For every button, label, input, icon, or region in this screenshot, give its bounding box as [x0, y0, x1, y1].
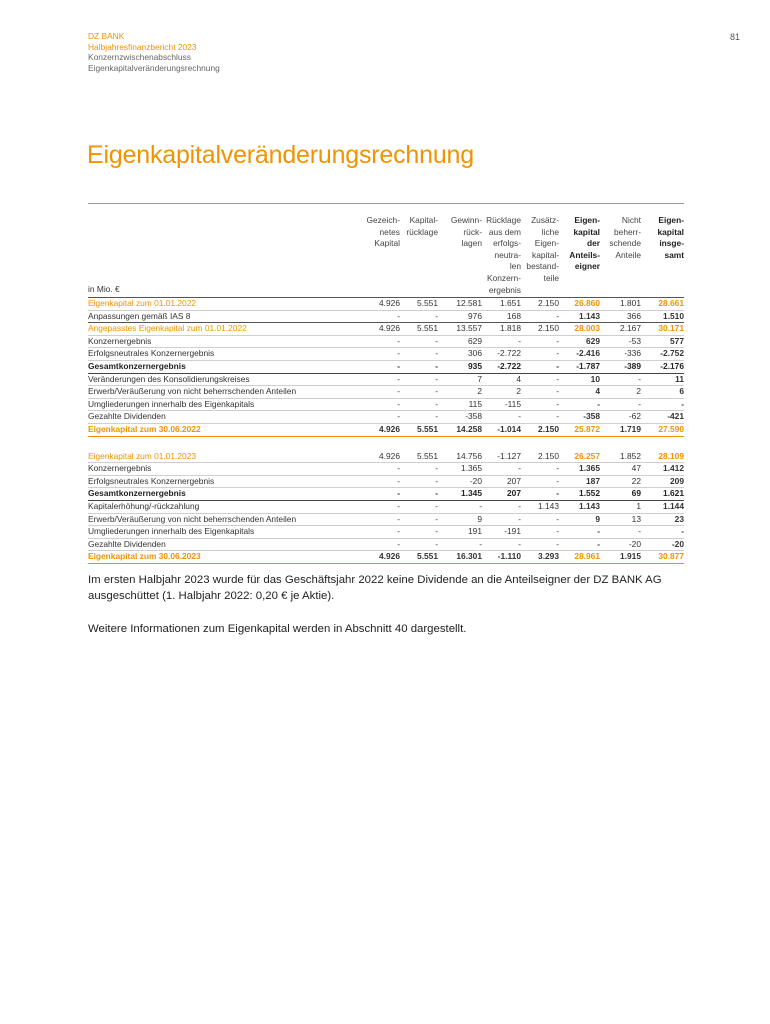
table-row — [88, 526, 684, 539]
table-cell: - — [681, 398, 684, 409]
table-cell: - — [435, 538, 438, 549]
table-block-2023 — [88, 451, 684, 564]
table-cell: - — [397, 310, 400, 321]
row-label: Umgliederungen innerhalb des Eigenkapitals — [88, 398, 255, 409]
table-cell: - — [397, 526, 400, 537]
table-cell: - — [597, 526, 600, 537]
row-label: Eigenkapital zum 30.06.2023 — [88, 551, 201, 562]
table-cell: - — [435, 500, 438, 511]
table-cell: - — [597, 398, 600, 409]
table-cell: 14.756 — [456, 450, 482, 461]
table-row — [88, 399, 684, 412]
table-cell: 23 — [674, 513, 684, 524]
table-cell: 4.926 — [379, 551, 400, 562]
table-cell: 69 — [631, 488, 641, 499]
table-cell: - — [397, 538, 400, 549]
unit-label: in Mio. € — [88, 284, 120, 294]
table-cell: 1.801 — [620, 298, 641, 308]
table-cell: -1.110 — [497, 551, 521, 562]
table-cell: -191 — [504, 526, 521, 537]
table-cell: - — [479, 500, 482, 511]
table-cell: 1.412 — [663, 463, 684, 474]
column-header: Gewinn- rück- lagen — [450, 215, 482, 249]
table-cell: - — [518, 463, 521, 474]
table-cell: -20 — [628, 538, 641, 549]
table-cell: - — [556, 538, 559, 549]
table-cell: - — [556, 386, 559, 397]
table-cell: 168 — [507, 310, 521, 321]
table-cell: - — [556, 463, 559, 474]
table-row — [88, 514, 684, 527]
table-cell: 2 — [636, 386, 641, 397]
dividend-note: Im ersten Halbjahr 2023 wurde für das Geschäftsjahr 2022 keine Dividende an die Anteilseigner der DZ BANK AG ausgeschüttet (1. Halbjahr 2022: 0,20 € je Aktie). — [88, 574, 662, 603]
table-cell: 30.171 — [658, 323, 684, 334]
table-cell: 9 — [595, 513, 600, 524]
table-cell: 1.365 — [579, 463, 600, 474]
row-label: Konzernergebnis — [88, 463, 152, 474]
table-cell: - — [397, 335, 400, 346]
row-label: Gesamtkonzernergebnis — [88, 488, 186, 499]
table-cell: 115 — [468, 398, 482, 409]
header-subsection: Eigenkapitalveränderungsrechnung — [88, 62, 220, 73]
reference-note: Weitere Informationen zum Eigenkapital werden in Abschnitt 40 dargestellt. — [88, 623, 467, 635]
table-cell: - — [638, 373, 641, 384]
table-cell: -358 — [583, 411, 600, 422]
row-label: Erfolgsneutrales Konzernergebnis — [88, 475, 215, 486]
table-cell: 22 — [631, 475, 641, 486]
table-cell: 16.301 — [456, 551, 482, 562]
table-cell: - — [397, 386, 400, 397]
table-cell: 7 — [477, 373, 482, 384]
table-row — [88, 336, 684, 349]
table-cell: - — [435, 310, 438, 321]
table-cell: 5.551 — [417, 423, 438, 434]
table-row — [88, 476, 684, 489]
table-cell: 2.150 — [538, 298, 559, 308]
header-section: Konzernzwischenabschluss — [88, 52, 191, 63]
table-cell: - — [479, 538, 482, 549]
table-cell: 209 — [670, 475, 684, 486]
table-cell: - — [556, 398, 559, 409]
row-label: Eigenkapital zum 01.01.2023 — [88, 450, 197, 461]
table-cell: 30.877 — [658, 551, 684, 562]
table-cell: 4.926 — [379, 323, 400, 334]
table-cell: 4.926 — [379, 298, 400, 308]
table-cell: 10 — [590, 373, 600, 384]
title-divider — [88, 203, 684, 204]
column-header: Eigen- kapital der Anteils- eigner — [569, 215, 600, 272]
table-row — [88, 361, 684, 374]
table-cell: 1.345 — [461, 488, 482, 499]
table-cell: 1.143 — [538, 500, 559, 511]
table-cell: - — [435, 398, 438, 409]
row-label: Gezahlte Dividenden — [88, 538, 166, 549]
row-label: Eigenkapital zum 30.06.2022 — [88, 423, 201, 434]
table-row — [88, 374, 684, 387]
table-cell: 2 — [516, 386, 521, 397]
table-cell: - — [556, 348, 559, 359]
table-cell: -1.787 — [576, 360, 600, 371]
table-cell: 5.551 — [417, 323, 438, 334]
table-cell: 28.661 — [658, 298, 684, 308]
table-cell: - — [556, 488, 559, 499]
table-cell: 1.144 — [663, 500, 684, 511]
table-cell: 3.293 — [538, 551, 559, 562]
table-cell: 1.143 — [579, 310, 600, 321]
table-cell: 1.552 — [579, 488, 600, 499]
table-row — [88, 551, 684, 564]
row-label: Umgliederungen innerhalb des Eigenkapitals — [88, 526, 255, 537]
header-report: Halbjahresfinanzbericht 2023 — [88, 41, 197, 52]
table-cell: - — [435, 488, 438, 499]
table-cell: - — [397, 348, 400, 359]
table-block-2022 — [88, 298, 684, 437]
table-cell: -20 — [469, 475, 482, 486]
table-cell: 207 — [507, 475, 521, 486]
table-cell: -2.176 — [660, 360, 684, 371]
equity-table — [88, 215, 684, 564]
table-cell: 28.003 — [574, 323, 600, 334]
table-row — [88, 501, 684, 514]
table-cell: 13.557 — [456, 323, 482, 334]
table-cell: - — [518, 335, 521, 346]
row-label: Angepasstes Eigenkapital zum 01.01.2022 — [88, 323, 247, 334]
table-cell: 4.926 — [379, 450, 400, 461]
table-row — [88, 298, 684, 311]
row-label: Erfolgsneutrales Konzernergebnis — [88, 348, 215, 359]
table-cell: 28.961 — [574, 551, 600, 562]
table-cell: -1.014 — [497, 423, 521, 434]
table-row — [88, 424, 684, 437]
row-label: Veränderungen des Konsolidierungskreises — [88, 373, 250, 384]
table-cell: 1.719 — [620, 423, 641, 434]
table-cell: -20 — [671, 538, 684, 549]
table-row — [88, 488, 684, 501]
table-cell: 629 — [586, 335, 600, 346]
column-header: Rücklage aus dem erfolgs- neutra- len Konzern- ergebnis — [486, 215, 521, 295]
table-cell: 25.872 — [574, 423, 600, 434]
table-cell: - — [638, 526, 641, 537]
row-label: Erwerb/Veräußerung von nicht beherrschenden Anteilen — [88, 513, 297, 524]
table-cell: 47 — [631, 463, 641, 474]
table-cell: 5.551 — [417, 298, 438, 308]
table-cell: - — [556, 360, 559, 371]
table-cell: - — [397, 475, 400, 486]
table-cell: - — [556, 475, 559, 486]
table-cell: - — [638, 398, 641, 409]
table-cell: -389 — [624, 360, 641, 371]
table-cell: - — [518, 411, 521, 422]
table-cell: - — [435, 475, 438, 486]
table-cell: - — [397, 398, 400, 409]
table-cell: 4 — [516, 373, 521, 384]
row-label: Eigenkapital zum 01.01.2022 — [88, 298, 197, 308]
table-cell: -2.722 — [497, 360, 521, 371]
row-label: Gesamtkonzernergebnis — [88, 360, 186, 371]
table-row — [88, 539, 684, 552]
column-header: Zusätz- liche Eigen- kapital- bestand- teile — [526, 215, 559, 283]
table-cell: - — [556, 411, 559, 422]
table-cell: - — [556, 335, 559, 346]
table-cell: -62 — [628, 411, 641, 422]
table-cell: 1.143 — [579, 500, 600, 511]
table-cell: 6 — [679, 386, 684, 397]
table-cell: - — [518, 513, 521, 524]
table-cell: 366 — [627, 310, 641, 321]
column-header: Gezeich- netes Kapital — [366, 215, 400, 249]
row-label: Anpassungen gemäß IAS 8 — [88, 310, 191, 321]
table-cell: 1.852 — [620, 450, 641, 461]
table-cell: - — [435, 360, 438, 371]
table-cell: -421 — [667, 411, 684, 422]
table-cell: - — [518, 500, 521, 511]
table-cell: - — [435, 513, 438, 524]
table-cell: - — [681, 526, 684, 537]
column-header: Eigen- kapital insge- samt — [657, 215, 684, 260]
page-number: 81 — [729, 32, 740, 42]
row-label: Erwerb/Veräußerung von nicht beherrschenden Anteilen — [88, 386, 297, 397]
table-cell: 1.915 — [620, 551, 641, 562]
table-cell: - — [397, 360, 400, 371]
table-cell: - — [435, 373, 438, 384]
table-cell: - — [397, 411, 400, 422]
table-cell: 2 — [477, 386, 482, 397]
table-cell: 191 — [468, 526, 482, 537]
table-cell: - — [397, 500, 400, 511]
table-cell: - — [397, 373, 400, 384]
table-cell: -53 — [628, 335, 641, 346]
table-row — [88, 323, 684, 336]
table-cell: -2.752 — [660, 348, 684, 359]
table-cell: 629 — [468, 335, 482, 346]
table-row — [88, 386, 684, 399]
table-cell: - — [556, 373, 559, 384]
table-cell: 2.150 — [538, 323, 559, 334]
table-cell: 4.926 — [379, 423, 400, 434]
table-row — [88, 348, 684, 361]
table-cell: 1 — [636, 500, 641, 511]
table-cell: 577 — [670, 335, 684, 346]
row-label: Konzernergebnis — [88, 335, 152, 346]
table-cell: - — [435, 348, 438, 359]
table-cell: - — [397, 513, 400, 524]
table-cell: - — [435, 411, 438, 422]
table-cell: 5.551 — [417, 551, 438, 562]
table-cell: -358 — [465, 411, 482, 422]
table-cell: 2.167 — [620, 323, 641, 334]
table-cell: 12.581 — [456, 298, 482, 308]
table-cell: 26.257 — [574, 450, 600, 461]
table-cell: 2.150 — [538, 450, 559, 461]
column-header: Kapital- rücklage — [406, 215, 438, 237]
table-cell: 306 — [468, 348, 482, 359]
table-cell: - — [397, 463, 400, 474]
table-cell: 14.258 — [456, 423, 482, 434]
column-header: Nicht beherr- schende Anteile — [609, 215, 641, 260]
table-cell: - — [556, 310, 559, 321]
table-cell: 935 — [468, 360, 482, 371]
row-label: Gezahlte Dividenden — [88, 411, 166, 422]
running-header — [88, 31, 220, 73]
table-row — [88, 411, 684, 424]
table-cell: 1.510 — [663, 310, 684, 321]
table-cell: - — [556, 513, 559, 524]
table-cell: -115 — [504, 398, 521, 409]
table-row — [88, 463, 684, 476]
table-cell: - — [556, 526, 559, 537]
table-cell: - — [435, 335, 438, 346]
block-spacer — [88, 437, 684, 451]
table-cell: 1.621 — [663, 488, 684, 499]
table-cell: 1.365 — [461, 463, 482, 474]
table-cell: 187 — [586, 475, 600, 486]
table-cell: 207 — [507, 488, 521, 499]
table-cell: - — [435, 386, 438, 397]
page-title: Eigenkapitalveränderungsrechnung — [87, 141, 474, 169]
table-cell: -2.722 — [497, 348, 521, 359]
table-cell: -336 — [624, 348, 641, 359]
table-row — [88, 311, 684, 324]
table-cell: - — [518, 538, 521, 549]
table-cell: 11 — [675, 373, 684, 384]
table-cell: 5.551 — [417, 450, 438, 461]
table-cell: -2.416 — [576, 348, 600, 359]
table-row — [88, 451, 684, 464]
table-cell: 2.150 — [538, 423, 559, 434]
table-cell: 28.109 — [658, 450, 684, 461]
table-cell: 1.818 — [500, 323, 521, 334]
table-cell: 9 — [477, 513, 482, 524]
table-cell: - — [397, 488, 400, 499]
row-label: Kapitalerhöhung/-rückzahlung — [88, 500, 200, 511]
table-cell: 976 — [468, 310, 482, 321]
table-cell: -1.127 — [497, 450, 521, 461]
table-cell: 26.860 — [574, 298, 600, 308]
table-cell: 13 — [631, 513, 641, 524]
table-cell: 4 — [595, 386, 600, 397]
table-cell: 27.590 — [658, 423, 684, 434]
table-cell: - — [435, 526, 438, 537]
header-brand: DZ BANK — [88, 31, 125, 41]
table-cell: - — [597, 538, 600, 549]
table-header — [88, 215, 684, 298]
table-cell: - — [435, 463, 438, 474]
table-cell: 1.651 — [500, 298, 521, 308]
